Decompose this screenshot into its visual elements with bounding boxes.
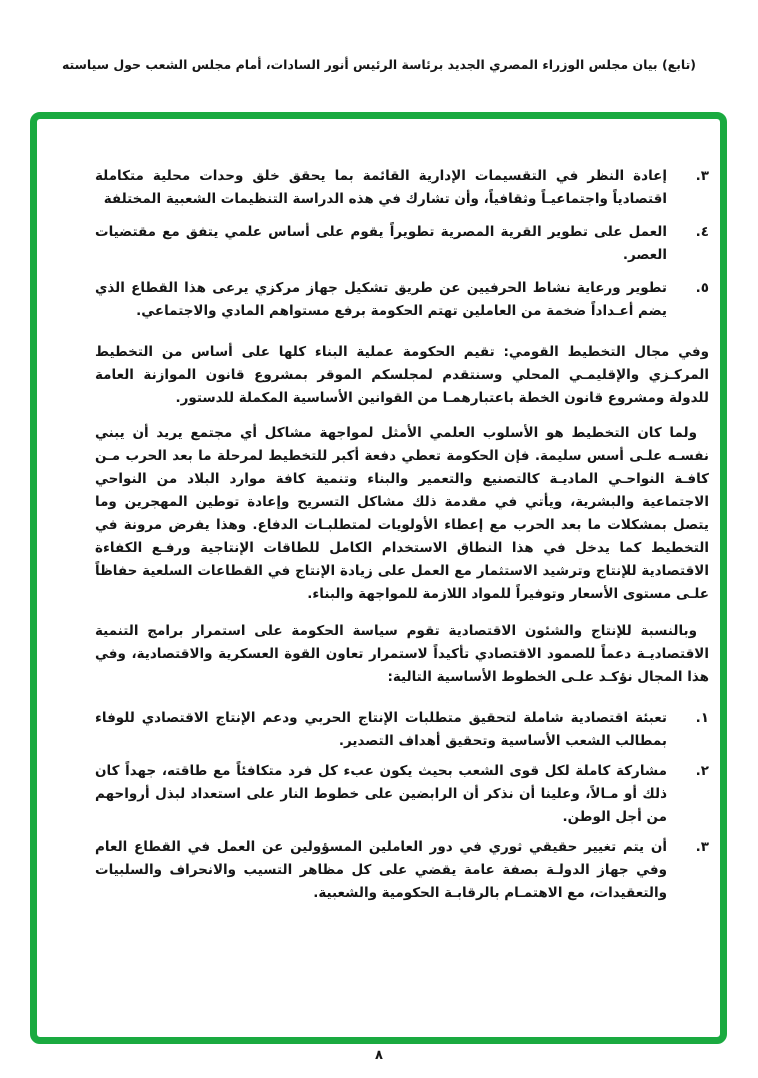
- page-header: (تابع) بيان مجلس الوزراء المصري الجديد برئاسة الرئيس أنور السادات، أمام مجلس الشعب حول سياسته: [61, 57, 697, 72]
- green-border-frame: [30, 112, 727, 1044]
- list-item: [95, 836, 709, 905]
- list-item-text: تطوير ورعاية نشاط الحرفيين عن طريق تشكيل جهاز مركزي يرعى هذا القطاع الذي يضم أعـداداً ضخمة من العاملين تهتم الحكومة برفع مستواهم المادي والاجتماعي.: [95, 280, 667, 319]
- numbered-list-bottom: [95, 707, 709, 905]
- list-item-text: مشاركة كاملة لكل قوى الشعب بحيث يكون عبء كل فرد متكافئاً مع طاقته، جهداً كان ذلك أو مـالاً، وعلينا أن نذكر أن الرابضين على خطوط النار على استعداد لبذل أرواحهم من أجل الوطن.: [95, 763, 667, 825]
- list-item: [95, 221, 709, 267]
- list-item-text: إعادة النظر في التقسيمات الإدارية القائمة بما يحقق خلق وحدات محلية متكاملة اقتصادياً واجتماعيـاً وثقافياً، وأن تشارك في هذه الدراسة التنظيمات الشعبية المختلفة: [95, 168, 667, 207]
- page-number: ٨: [375, 1048, 383, 1063]
- list-item-text: أن يتم تغيير حقيقي ثوري في دور العاملين المسؤولين عن العمل في القطاع العام وفي جهاز الدولـة بصفة عامة يقضي على كل مظاهر التسيب والانحراف والسلبيات والتعقيدات، مع الاهتمـام بالرقابـة الحكومية والشعبية.: [95, 839, 667, 901]
- paragraph-planning-method: ولما كان التخطيط هو الأسلوب العلمي الأمثل لمواجهة مشاكل أي مجتمع يريد أن يبني نفسـه علـى أسس سليمة. فإن الحكومة تعطي دفعة أكبر للتخطيط لمرحلة ما بعد الحرب مـن كافـة النواحـي الماديـة كالتصنيع والتعمير والبناء وتنمية كافة موارد البلاد من النواحي الاجتماعية والبشرية، ويأتي في مقدمة ذلك مشاكل التسريح وإعادة توطين المهجرين وما يتصل بمشكلات ما بعد الحرب مع إعطاء الأولويات لمتطلبـات الدفاع. وهذا يفرض مرونة في التخطيط كما يدخل في هذا النطاق الاستخدام الكامل للطاقات الإنتاجية ورفـع الكفاءة الاقتصادية للإنتاج وترشيد الاستثمار مع العمل على زيادة الإنتاج في القطاعات السلعية حفاظاً علـى مستوى الأسعار وتوفيراً للمواد اللازمة للمواجهة والبناء.: [95, 425, 709, 602]
- list-item: [95, 277, 709, 323]
- list-item-number: ٥.: [695, 280, 709, 296]
- list-item-number: ٣.: [695, 168, 709, 184]
- document-body: [95, 165, 709, 905]
- paragraph-economic-affairs: وبالنسبة للإنتاج والشئون الاقتصادية تقوم سياسة الحكومة على استمرار برامج التنمية الاقتصاديـة دعماً للصمود الاقتصادي تأكيداً لاستمرار تعاون القوة العسكرية والاقتصادية، وفي هذا المجال نؤكـد علـى الخطوط الأساسية التالية:: [95, 623, 709, 685]
- list-item-number: ١.: [695, 710, 709, 726]
- list-item: [95, 707, 709, 753]
- list-item-text: العمل على تطوير القرية المصرية تطويراً يقوم على أساس علمي يتفق مع مقتضيات العصر.: [95, 224, 667, 263]
- list-item-number: ٢.: [695, 763, 709, 779]
- list-item-number: ٣.: [695, 839, 709, 855]
- paragraph-national-planning: وفي مجال التخطيط القومي: تقيم الحكومة عملية البناء كلها على أساس من التخطيط المركـزي والإقليمـي المحلي وسنتقدم لمجلسكم الموقر بمشروع قانون الموازنة العامة للدولة ومشروع قانون الخطة باعتبارهمـا من القوانين الأساسية المكملة للدستور.: [95, 344, 709, 406]
- list-item: [95, 165, 709, 211]
- list-item-number: ٤.: [695, 224, 709, 240]
- list-item-text: تعبئة اقتصادية شاملة لتحقيق متطلبات الإنتاج الحربي ودعم الإنتاج الاقتصادي للوفاء بمطالب الشعب الأساسية وتحقيق أهداف التصدير.: [95, 710, 667, 749]
- numbered-list-top: [95, 165, 709, 323]
- list-item: [95, 760, 709, 829]
